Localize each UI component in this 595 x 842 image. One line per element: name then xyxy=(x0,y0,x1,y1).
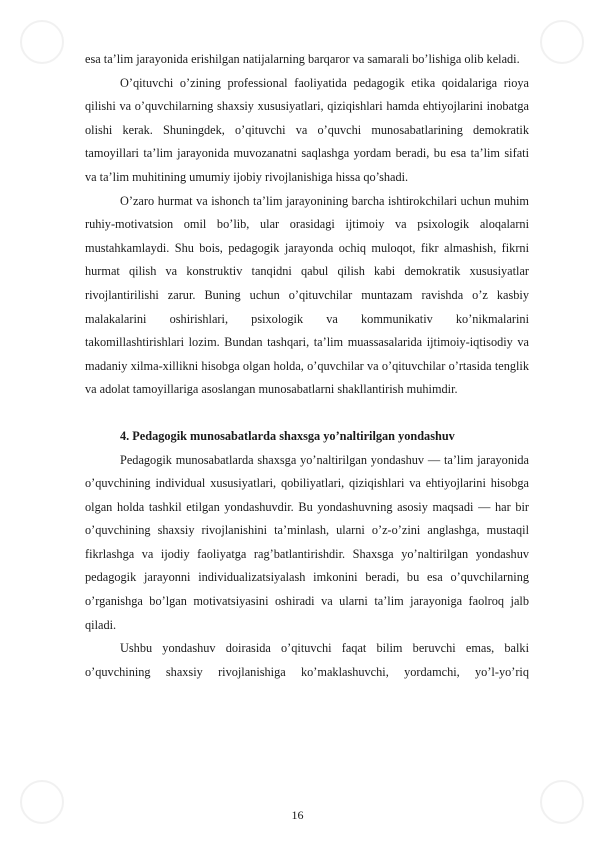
paragraph: O’qituvchi o’zining professional faoliyatida pedagogik etika qoidalariga rioya qilishi va o’quvchilarning shaxsiy xususiyatlari, qiziqishlari hamda ehtiyojlarini inobatga olishi kerak. Shuningdek, o’qituvchi va o’quvchi munosabatlarining demokratik tamoyillari ta’lim jarayonida muvozanatni saqlashga yordam beradi, bu esa ta’lim sifati va ta’lim muhitining umumiy ijobiy rivojlanishiga hissa qo’shadi. xyxy=(85,75,529,184)
paragraph: Pedagogik munosabatlarda shaxsga yo’naltirilgan yondashuv — ta’lim jarayonida o’quvchining individual xususiyatlari, qobiliyatlari, qiziqishlari va ehtiyojlarini hisobga olgan holda tashkil etilgan yondashuvdir. Bu yondashuvning asosiy maqsadi — har bir o’quvchining shaxsiy rivojlanishini ta’minlash, ularni o’z-o’zini anglashga, mustaqil fikrlashga va ijodiy faoliyatga rag’batlantirishdir. Shaxsga yo’naltirilgan yondashuv pedagogik jarayonni individualizatsiyalash imkonini beradi, bu esa o’quvchilarning o’rganishga bo’lgan motivatsiyasini oshiradi va ularni ta’lim jarayoniga faolroq jalb qiladi. xyxy=(85,452,529,632)
watermark-mark xyxy=(20,20,64,64)
paragraph: O’zaro hurmat va ishonch ta’lim jarayonining barcha ishtirokchilari uchun muhim ruhiy-motivatsion omil bo’lib, ular orasidagi ijtimoiy va psixologik aloqalarni mustahkamlaydi. Shu bois, pedagogik jarayonda ochiq muloqot, fikr almashish, fikrni hurmat qilish va konstruktiv tanqidni qabul qilish kabi demokratik xususiyatlar rivojlantirilishi zarur. Buning uchun o’qituvchilar muntazam ravishda o’z kasbiy malakalarini oshirishlari, psixologik va kommunikativ ko’nikmalarini takomillashtirishlari lozim. Bundan tashqari, ta’lim muassasalarida ijtimoiy-iqtisodiy va madaniy xilma-xillikni hisobga olgan holda, o’quvchilar va o’qituvchilar o’rtasida tenglik va adolat tamoyillariga asoslangan munosabatlarni shakllantirish muhimdir. xyxy=(85,193,529,397)
document-body xyxy=(85,48,529,684)
paragraph: Ushbu yondashuv doirasida o’qituvchi faqat bilim beruvchi emas, balki o’quvchining shaxsiy rivojlanishiga ko’maklashuvchi, yordamchi, yo’l-yo’riq xyxy=(85,641,529,679)
section-heading: 4. Pedagogik munosabatlarda shaxsga yo’naltirilgan yondashuv xyxy=(120,428,455,443)
spacer xyxy=(85,402,529,425)
watermark-mark xyxy=(540,20,584,64)
paragraph: esa ta’lim jarayonida erishilgan natijalarning barqaror va samarali bo’lishiga olib keladi. xyxy=(85,52,520,66)
page-number: 16 xyxy=(291,808,304,822)
